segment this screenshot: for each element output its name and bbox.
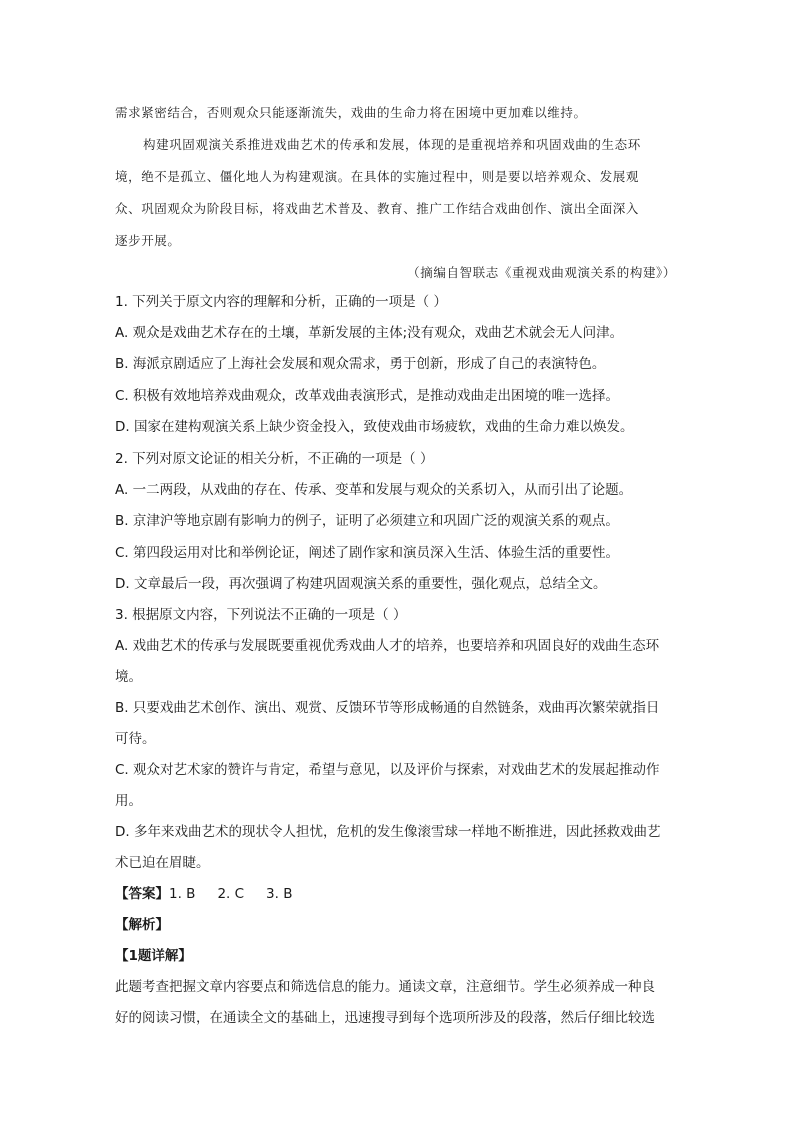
question-stem: 2. 下列对原文论证的相关分析，不正确的一项是（ ） xyxy=(115,451,434,467)
passage-line: 境，绝不是孤立、僵化地人为构建观演。在具体的实施过程中，则是要以培养观众、发展观 xyxy=(115,169,640,184)
question-option: D. 国家在建构观演关系上缺少资金投入，致使戏曲市场疲软，戏曲的生命力难以焕发。 xyxy=(115,419,634,435)
question-option-continuation: 可待。 xyxy=(115,731,156,747)
analysis-text: 此题考查把握文章内容要点和筛选信息的能力。通读文章，注意细节。学生必须养成一种良 xyxy=(115,979,655,995)
passage-source: （摘编自智联志《重视戏曲观演关系的构建》） xyxy=(407,265,676,280)
answer-1: 1. B xyxy=(169,886,196,902)
answer-3: 3. B xyxy=(266,886,293,902)
question-option: A. 观众是戏曲艺术存在的土壤，革新发展的主体;没有观众，戏曲艺术就会无人问津。 xyxy=(115,325,624,341)
answer-2: 2. C xyxy=(217,886,245,902)
question-option: A. 一二两段，从戏曲的存在、传承、变革和发展与观众的关系切入，从而引出了论题。 xyxy=(115,482,633,498)
question-option: B. 只要戏曲艺术创作、演出、观赏、反馈环节等形成畅通的自然链条，戏曲再次繁荣就指日 xyxy=(115,700,660,716)
question-option: C. 观众对艺术家的赞许与肯定，希望与意见，以及评价与探索，对戏曲艺术的发展起推动作 xyxy=(115,762,660,778)
answer-label: 【答案】 xyxy=(115,886,169,902)
question-option: C. 积极有效地培养戏曲观众，改革戏曲表演形式，是推动戏曲走出困境的唯一选择。 xyxy=(115,388,620,404)
question-option: A. 戏曲艺术的传承与发展既要重视优秀戏曲人才的培养，也要培养和巩固良好的戏曲生态环 xyxy=(115,638,660,654)
question-option: B. 京津沪等地京剧有影响力的例子，证明了必须建立和巩固广泛的观演关系的观点。 xyxy=(115,513,619,529)
question-option: B. 海派京剧适应了上海社会发展和观众需求，勇于创新，形成了自己的表演特色。 xyxy=(115,356,606,372)
passage-line: 构建巩固观演关系推进戏曲艺术的传承和发展，体现的是重视培养和巩固戏曲的生态环 xyxy=(143,137,641,152)
analysis-text: 好的阅读习惯，在通读全文的基础上，迅速搜寻到每个选项所涉及的段落，然后仔细比较选 xyxy=(115,1010,655,1026)
answer-line xyxy=(115,884,685,904)
question-option-continuation: 境。 xyxy=(115,669,142,685)
question-option-continuation: 用。 xyxy=(115,793,142,809)
passage-line: 需求紧密结合，否则观众只能逐渐流失，戏曲的生命力将在困境中更加难以维持。 xyxy=(115,105,587,120)
question-stem: 3. 根据原文内容，下列说法不正确的一项是（ ） xyxy=(115,607,407,623)
question-stem: 1. 下列关于原文内容的理解和分析，正确的一项是（ ） xyxy=(115,294,447,310)
passage-line: 逐步开展。 xyxy=(115,233,181,248)
question-option: D. 多年来戏曲艺术的现状令人担忧，危机的发生像滚雪球一样地不断推进，因此拯救戏曲艺 xyxy=(115,824,661,840)
passage-line: 众、巩固观众为阶段目标，将戏曲艺术普及、教育、推广工作结合戏曲创作、演出全面深入 xyxy=(115,201,640,216)
question-option-continuation: 术已迫在眉睫。 xyxy=(115,855,210,871)
question-option: C. 第四段运用对比和举例论证，阐述了剧作家和演员深入生活、体验生活的重要性。 xyxy=(115,545,620,561)
analysis-subheading: 【1题详解】 xyxy=(115,948,192,964)
question-option: D. 文章最后一段，再次强调了构建巩固观演关系的重要性，强化观点，总结全文。 xyxy=(115,576,607,592)
analysis-label: 【解析】 xyxy=(115,917,169,933)
